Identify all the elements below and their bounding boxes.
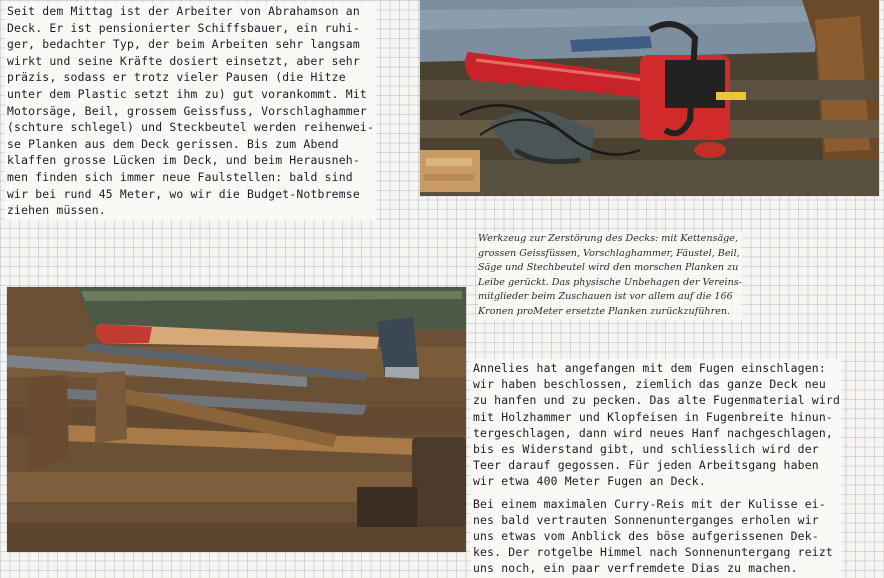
- paragraph-right-1-line: wir etwa 400 Meter Fugen an Deck.: [473, 474, 706, 489]
- caption-line: Leibe gerückt. Das physische Unbehagen der Vereins-: [478, 276, 742, 288]
- photo-hand-tools: [7, 287, 466, 552]
- caption-line: Werkzeug zur Zerstörung des Decks: mit Kettensäge,: [478, 233, 739, 244]
- paragraph-top-line: se Planken aus dem Deck gerissen. Bis zum Abend: [7, 136, 339, 151]
- photo-caption: [478, 232, 742, 320]
- paragraph-right-2: [473, 497, 833, 576]
- caption-line: mitglieder beim Zuschauen ist vor allem auf die 166: [478, 291, 733, 303]
- paragraph-right-1-line: wir haben beschlossen, ziemlich das ganze Deck neu: [473, 377, 826, 392]
- paragraph-top-line: wirkt und seine Kräfte dosiert einsetzt, aber sehr: [7, 53, 360, 68]
- paragraph-right-1: [473, 361, 840, 488]
- paragraph-top-line: ger, bedachter Typ, der beim Arbeiten sehr langsam: [7, 37, 360, 52]
- paragraph-top: [5, 2, 376, 220]
- paragraph-top-line: präzis, sodass er trotz vieler Pausen (die Hitze: [7, 70, 346, 85]
- paragraph-right-1-line: tergeschlagen, dann wird neues Hanf nachgeschlagen,: [473, 425, 833, 440]
- caption-line: Säge und Stechbeutel wird den morschen Planken zu: [478, 262, 739, 274]
- caption-line: grossen Geissfüssen, Vorschlaghammer, Fäustel, Beil,: [478, 247, 740, 259]
- paragraph-right-2-line: uns etwas vom Anblick des böse aufgerissenen Dek-: [473, 529, 819, 544]
- paragraph-right-2-line: kes. Der rotgelbe Himmel nach Sonnenuntergang reizt: [473, 545, 833, 560]
- caption-line: Kronen proMeter ersetzte Planken zurückzuführen.: [478, 305, 731, 317]
- paragraph-top-line: men finden sich immer neue Faulstellen: bald sind: [7, 169, 353, 184]
- paragraph-top-line: wir bei rund 45 Meter, wo wir die Budget-Notbremse: [7, 186, 360, 201]
- paragraph-top-line: (schture schlegel) und Steckbeutel werden reihenwei-: [7, 120, 375, 135]
- paragraph-right-2-line: uns noch, ein paar verfremdete Dias zu machen.: [473, 561, 798, 576]
- paragraph-top-line: klaffen grosse Lücken im Deck, und beim Herausneh-: [7, 153, 360, 168]
- paragraph-right-2-line: Bei einem maximalen Curry-Reis mit der Kulisse ei-: [473, 496, 826, 511]
- paragraph-top-line: Seit dem Mittag ist der Arbeiter von Abrahamson an: [7, 4, 360, 18]
- photo-chainsaw-tools: [420, 0, 879, 196]
- paragraph-right-1-line: zu hanfen und zu pecken. Das alte Fugenmaterial wird: [473, 393, 841, 408]
- paragraph-right-1-line: mit Holzhammer und Klopfeisen in Fugenbreite hinun-: [473, 409, 833, 424]
- paragraph-right-2-line: nes bald vertrauten Sonnenunterganges erholen wir: [473, 512, 819, 527]
- paragraph-right-1-line: Teer darauf gegossen. Für jeden Arbeitsgang haben: [473, 458, 819, 473]
- paragraph-top-line: ziehen müssen.: [7, 203, 106, 218]
- paragraph-top-line: Deck. Er ist pensionierter Schiffsbauer, ein ruhi-: [7, 20, 360, 35]
- paragraph-right-1-line: bis es Widerstand gibt, und schliesslich wird der: [473, 442, 819, 457]
- paragraph-top-line: Motorsäge, Beil, grossem Geissfuss, Vorschlaghammer: [7, 103, 367, 118]
- text-block-right: [471, 359, 842, 578]
- paragraph-top-line: unter dem Plastic setzt ihm zu) gut vorankommt. Mit: [7, 86, 367, 101]
- paragraph-right-1-line: Annelies hat angefangen mit dem Fugen einschlagen:: [473, 361, 826, 375]
